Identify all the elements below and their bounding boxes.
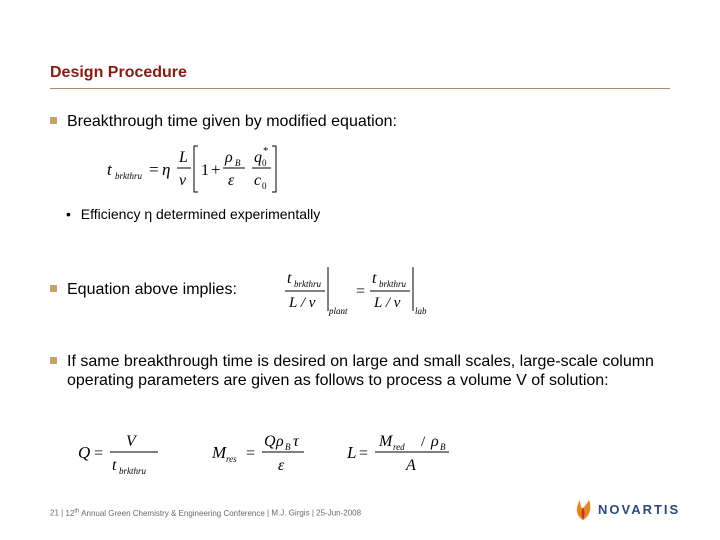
eq2-plant: plant (329, 306, 348, 316)
eq1-c: c (254, 172, 262, 189)
bullet-text: Breakthrough time given by modified equation: (67, 113, 397, 130)
eq1-eps: ε (228, 172, 235, 189)
sub-bullet-text: Efficiency η determined experimentally (80, 206, 321, 222)
footer-separator: | (311, 508, 314, 518)
eq1-c-sub: 0 (262, 181, 267, 191)
eq1-rho: ρ (225, 149, 233, 166)
footer-conference: 12th Annual Green Chemistry & Engineering Conference (65, 508, 265, 518)
eq4-M: M (212, 443, 227, 462)
eq1-q-sub: 0 (262, 158, 267, 168)
eq4-eps: ε (278, 457, 285, 474)
eq2-t-left-sub: brkthru (294, 279, 321, 289)
footer-author: M.J. Girgis (271, 508, 310, 518)
eq1-t-sub: brkthru (115, 171, 142, 181)
eq3-equals: = (94, 445, 104, 462)
eq5-M: M (379, 433, 393, 450)
eq4-tau: τ (293, 433, 299, 450)
eq2-lab: lab (415, 306, 427, 316)
eq1-t: t (107, 160, 112, 179)
eq2-equals: = (356, 283, 366, 300)
eq5-M-sub: red (393, 442, 405, 452)
eq3-V: V (126, 433, 136, 450)
eq5-L: L (347, 443, 357, 462)
equation-scale-equality (283, 265, 443, 319)
eq1-one: 1 (201, 162, 209, 179)
eq5-slash: / (421, 434, 426, 450)
eq4-rho: ρ (276, 433, 284, 450)
eq2-t-left: t (287, 270, 292, 287)
square-bullet-icon (50, 285, 57, 292)
eq5-rho-sub: B (440, 442, 446, 452)
page-number: 21 (50, 508, 59, 518)
logo-wordmark: NOVARTIS (598, 502, 681, 517)
eq2-den-right: L / v (374, 295, 401, 311)
leaf-flame-icon (572, 496, 594, 522)
eq5-equals: = (359, 445, 369, 462)
slide-title: Design Procedure (50, 64, 187, 81)
eq2-t-right-sub: brkthru (379, 279, 406, 289)
eq1-q: q (254, 149, 262, 166)
eq3-Q: Q (78, 443, 91, 462)
bullet-text: If same breakthrough time is desired on large and small scales, large-scale column operating parameters are given as follows to process a volume V of solution: (67, 353, 654, 389)
eq4-M-sub: res (226, 454, 237, 464)
equation-flow-rate (76, 430, 176, 482)
eq1-equals: = (149, 160, 159, 179)
eq1-rho-sub: B (235, 158, 241, 168)
eq4-Q: Q (264, 433, 276, 450)
eq5-A: A (406, 457, 416, 474)
eq1-L: L (179, 149, 188, 166)
square-bullet-icon (50, 357, 57, 364)
footer-date: 25-Jun-2008 (316, 508, 362, 518)
equation-breakthrough-time (105, 142, 295, 196)
footer-separator: | (267, 508, 270, 518)
equation-resin-mass (210, 430, 330, 482)
eq2-den-left: L / v (289, 295, 316, 311)
eq5-rho: ρ (431, 433, 439, 450)
eq1-plus: + (211, 160, 221, 179)
bullet-text: Equation above implies: (67, 281, 237, 298)
eq1-v: v (179, 172, 187, 189)
slide-footer (50, 508, 361, 518)
equation-column-length (345, 430, 465, 482)
footer-separator: | (61, 508, 64, 518)
eq3-t: t (112, 457, 117, 474)
eq1-q-sup: * (263, 145, 269, 157)
sub-bullet-efficiency (66, 206, 320, 222)
eq2-t-right: t (372, 270, 377, 287)
eq4-equals: = (246, 445, 256, 462)
title-divider (50, 88, 670, 89)
novartis-logo (572, 496, 702, 524)
eq4-rho-sub: B (285, 442, 291, 452)
square-bullet-icon (50, 117, 57, 124)
dot-bullet-icon: • (66, 206, 71, 222)
eq1-eta: η (162, 160, 171, 179)
eq3-t-sub: brkthru (119, 466, 146, 476)
